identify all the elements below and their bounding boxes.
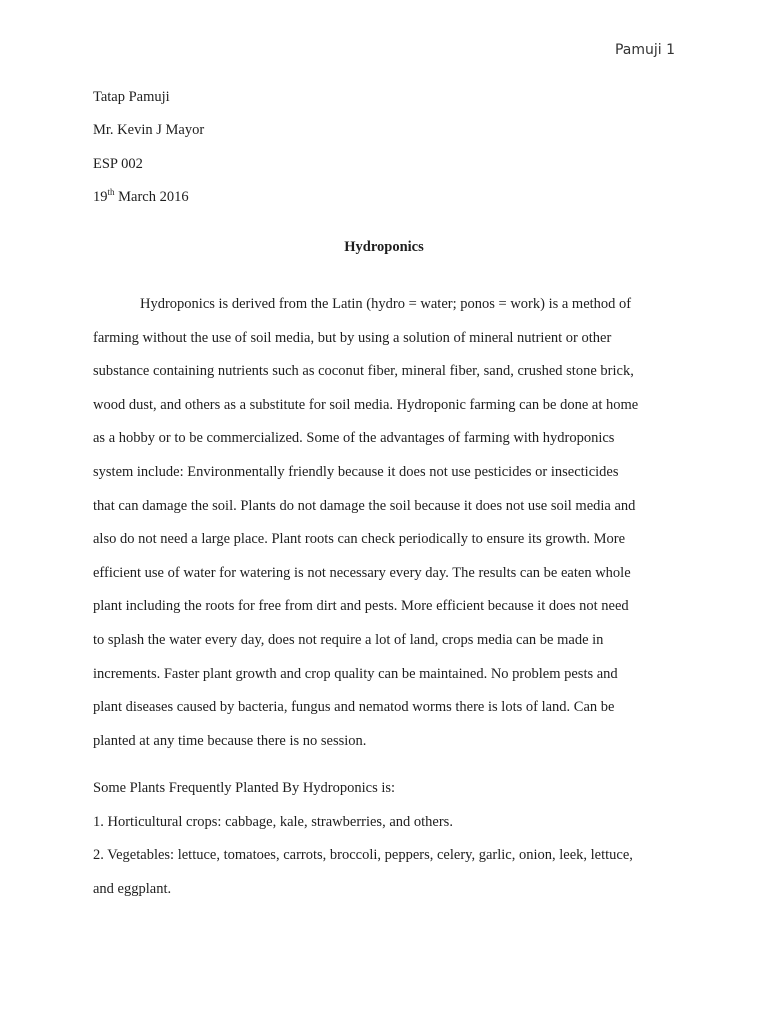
list-item: 1. Horticultural crops: cabbage, kale, strawberries, and others. [93, 813, 453, 830]
list-item-continuation: and eggplant. [93, 880, 172, 897]
paragraph-line: wood dust, and others as a substitute for soil media. Hydroponic farming can be done at home [93, 396, 639, 413]
list-item: 2. Vegetables: lettuce, tomatoes, carrots, broccoli, peppers, celery, garlic, onion, leek, lettuce, [93, 847, 633, 864]
author-name: Tatap Pamuji [93, 89, 170, 105]
paragraph-line: plant diseases caused by bacteria, fungus and nematod worms there is lots of land. Can be [93, 699, 615, 716]
paragraph-line: also do not need a large place. Plant roots can check periodically to ensure its growth. More [93, 531, 626, 548]
plant-list [93, 772, 678, 906]
paragraph-line: to splash the water every day, does not require a lot of land, crops media can be made in [93, 631, 604, 648]
date-line [93, 188, 189, 206]
paragraph-line: efficient use of water for watering is not necessary every day. The results can be eaten whole [93, 564, 631, 581]
paragraph-line: plant including the roots for free from dirt and pests. More efficient because it does not need [93, 598, 629, 615]
date-rest: March 2016 [114, 189, 189, 205]
date-day: 19 [93, 189, 108, 205]
date-suffix: th [107, 187, 115, 198]
paragraph-line: that can damage the soil. Plants do not damage the soil because it does not use soil media and [93, 497, 636, 514]
paragraph-line: substance containing nutrients such as coconut fiber, mineral fiber, sand, crushed stone brick, [93, 363, 634, 380]
instructor-name: Mr. Kevin J Mayor [93, 122, 205, 138]
body-paragraph [93, 288, 678, 758]
paragraph-line: as a hobby or to be commercialized. Some of the advantages of farming with hydroponics [93, 430, 615, 447]
document-title: Hydroponics [344, 239, 424, 255]
paragraph-line: system include: Environmentally friendly because it does not use pesticides or insecticides [93, 463, 619, 480]
running-head: Pamuji 1 [614, 42, 675, 58]
paragraph-line: farming without the use of soil media, but by using a solution of mineral nutrient or other [93, 329, 612, 346]
paragraph-line: increments. Faster plant growth and crop quality can be maintained. No problem pests and [93, 665, 618, 682]
paragraph-line: Hydroponics is derived from the Latin (hydro = water; ponos = work) is a method of [140, 296, 632, 312]
paragraph-line: planted at any time because there is no session. [93, 732, 367, 749]
list-heading: Some Plants Frequently Planted By Hydroponics is: [93, 780, 396, 796]
course-code: ESP 002 [93, 156, 143, 172]
